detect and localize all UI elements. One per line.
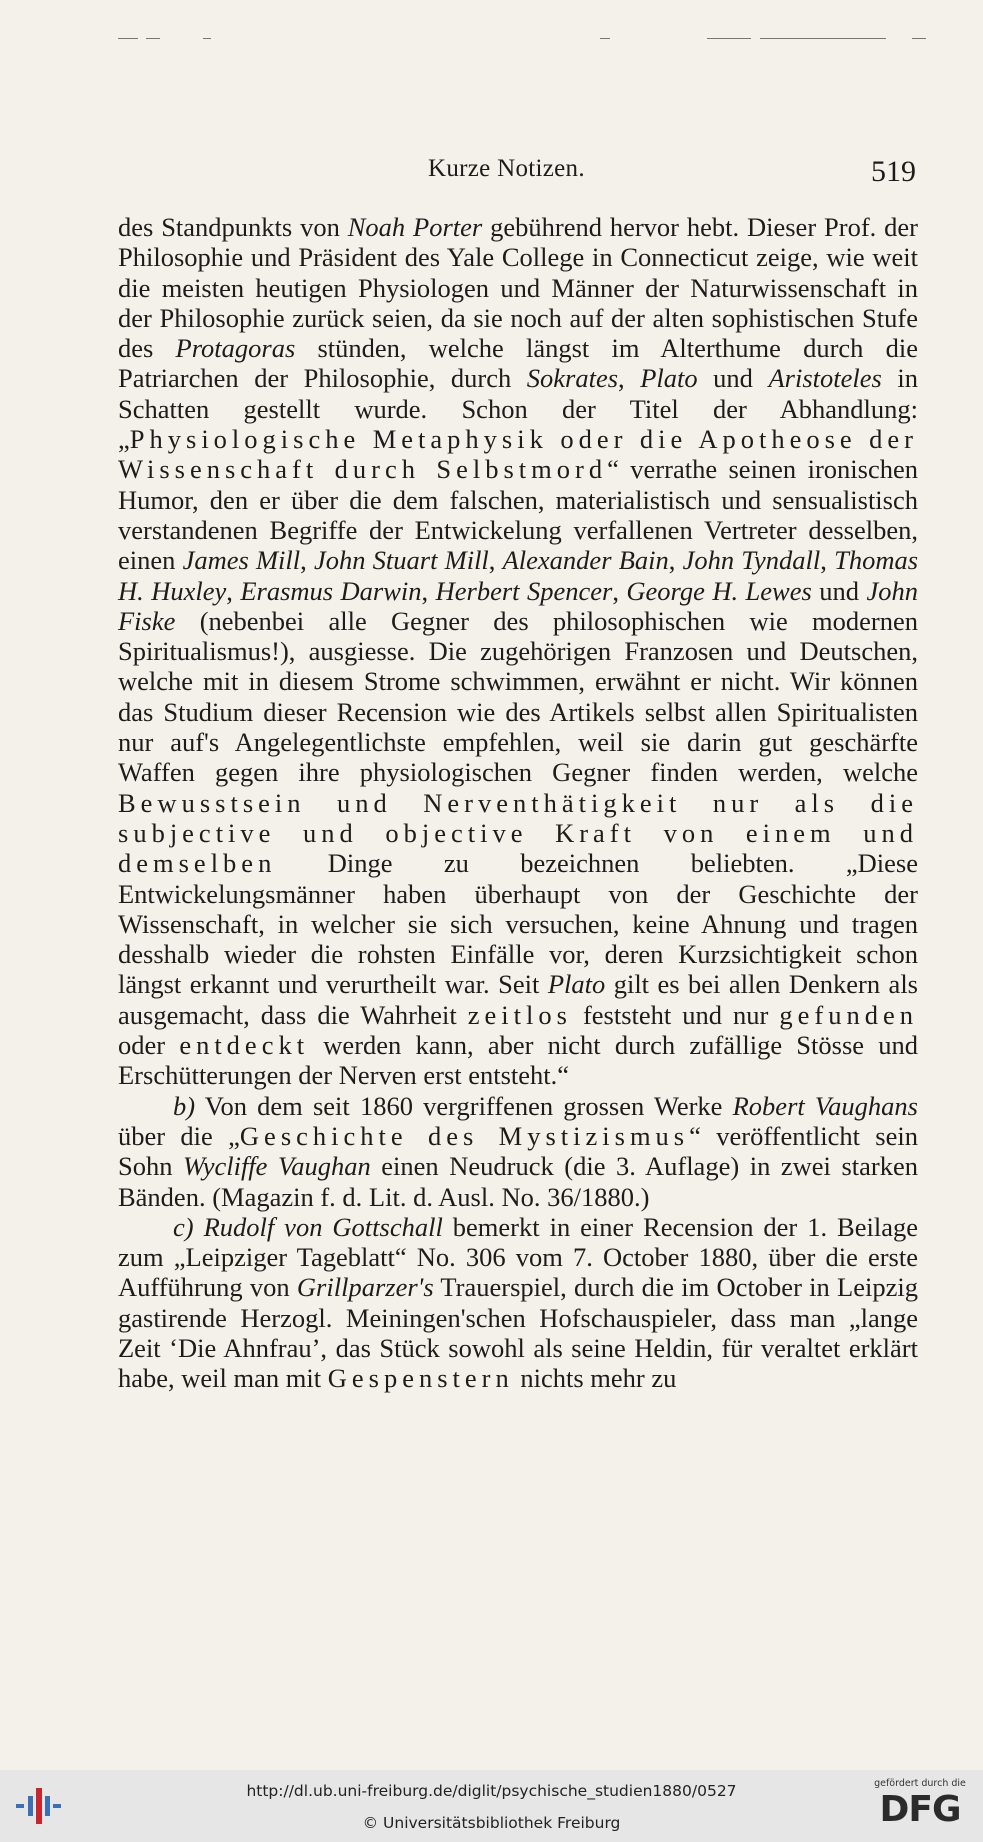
italic-run: James Mill [182,545,301,576]
text-run: , [488,545,503,576]
italic-run: Thomas H. Huxley [118,545,919,606]
spaced-run: entdeckt [179,1030,310,1061]
source-url[interactable]: http://dl.ub.uni-freiburg.de/diglit/psychische_studien1880/0527 [246,1782,737,1800]
italic-run: Plato [640,363,698,394]
text-run: (nebenbei alle Gegner des philosophischen wie modernen Spiritualismus!), ausgiesse. Die zugehörigen Franzosen und Deutschen, welche mit in diesem Strome schwimmen, erwähnt er nicht. Wir können das Studium dieser Recension wie des Artikels selbst allen Spiritualisten nur auf's Angelegentlichste empfehlen, weil sie darin gut geschärfte Waffen gegen ihre physiologischen Gegner finden werden, welche [118,605,918,788]
dfg-badge [871,1778,969,1836]
text-run: feststeht und nur [571,999,780,1030]
text-run: oder [118,1030,180,1061]
text-run: “ verrathe seinen ironischen Humor, den er über die dem falschen, materialistisch und sensualistisch verstandenen Begriffe der Entwickelung verfallenen Vertreter desselben, einen [118,454,918,576]
spaced-run: Geschichte des Mystizismus [239,1120,690,1151]
footer-bar [0,1770,983,1842]
text-run: , [226,575,241,606]
italic-run: Grillparzer's [296,1272,434,1303]
text-run: einen Neudruck (die 3. Auflage) in zwei starken Bänden. (Magazin f. d. Lit. d. Ausl. No. 36/1880.) [118,1151,918,1212]
spaced-run: gefunden [779,999,918,1030]
italic-run: Robert Vaughans [732,1090,918,1121]
text-run: stünden, welche längst im Alterthume durch die Patriarchen der Philosophie, durch [118,333,918,394]
italic-run: Plato [547,969,606,1000]
italic-run: John Fiske [118,575,918,636]
italic-run: Herbert Spencer [435,575,613,606]
italic-run: Wycliffe Vaughan [183,1151,371,1182]
text-run: Trauerspiel, durch die im October in Leipzig gastirende Herzogl. Meiningen'schen Hofschauspieler, dass man „lange Zeit ‘Die Ahnfrau’, das Stück sowohl als seine Heldin, für veraltet erklärt habe, weil man mit [118,1272,918,1394]
text-run: Von dem seit 1860 vergriffenen grossen Werke [195,1090,733,1121]
text-run: über die „ [118,1120,240,1151]
funder-label: gefördert durch die [874,1778,966,1789]
text-run: und [811,575,867,606]
text-run: gilt es bei allen Denkern als ausgemacht, dass die Wahrheit [118,969,918,1030]
italic-run: John Tyndall [682,545,821,576]
page-header [118,155,918,195]
text-run: des Standpunkts von [118,212,348,242]
text-run: , [300,545,314,576]
page-body [118,212,918,1394]
spaced-run: Bewusstsein und Nerventhätigkeit nur als die subjective und objective Kraft von einem und demselben [118,787,918,879]
spaced-run: Gespenstern [327,1363,514,1394]
italic-run: Aristoteles [768,363,882,394]
text-run: in Schatten gestellt wurde. Schon der Titel der Abhandlung: „ [118,363,918,455]
dfg-logo: DFG [879,1789,961,1830]
scan-edge-marks [0,28,983,48]
text-run: gebührend hervor hebt. Dieser Prof. der Philosophie und Präsident des Yale College in Connecticut zeige, wie weit die meisten heutigen Physiologen und Männer der Naturwissenschaft in der Philosophie zurück seien, da sie noch auf der alten sophistischen Stufe des [118,212,918,364]
text-run [194,1212,204,1242]
text-run: , [820,545,835,576]
spaced-run: Physiologische Metaphysik oder die Apotheose der Wissenschaft durch Selbstmord [118,424,918,485]
copyright-notice: © Universitätsbibliothek Freiburg [362,1814,621,1832]
text-run: , [421,575,436,606]
text-run: , [668,545,683,576]
italic-run: Rudolf von Gottschall [203,1211,443,1242]
italic-run: b) [173,1090,196,1121]
page-number: 519 [871,155,916,188]
text-run: Dinge zu bezeichnen beliebten. „Diese Entwickelungsmänner haben überhaupt von der Geschichte der Wissenschaft, in welcher sie sich versuchen, keine Ahnung und tragen desshalb wieder die rohsten Einfälle vor, deren Kurzsichtigkeit schon längst erkannt und verurtheilt war. Seit [118,848,918,1000]
running-title: Kurze Notizen. [428,155,585,182]
text-run: bemerkt in einer Recension der 1. Beilage zum „Leipziger Tageblatt“ No. 306 vom 7. October 1880, über die erste Aufführung von [118,1211,918,1303]
italic-run: Erasmus Darwin [240,575,422,606]
text-run: nichts mehr zu [513,1363,677,1394]
italic-run: Noah Porter [347,212,483,242]
italic-run: George H. Lewes [626,575,812,606]
italic-run: Protagoras [175,333,296,364]
italic-run: John Stuart Mill [313,545,489,576]
italic-run: Alexander Bain [502,545,669,576]
spaced-run: zeitlos [467,999,572,1030]
paragraph-b [118,1091,918,1212]
text-run: , [612,575,627,606]
paragraph-a [118,212,918,1091]
text-run: werden kann, aber nicht durch zufällige Stösse und Erschütterungen der Nerven erst entsteht.“ [118,1030,919,1091]
text-run: “ veröffentlicht sein Sohn [118,1120,918,1182]
italic-run: c) [173,1211,194,1242]
paragraph-c [118,1212,918,1394]
text-run: und [697,363,769,394]
text-run: , [618,363,641,394]
italic-run: Sokrates [526,363,619,394]
